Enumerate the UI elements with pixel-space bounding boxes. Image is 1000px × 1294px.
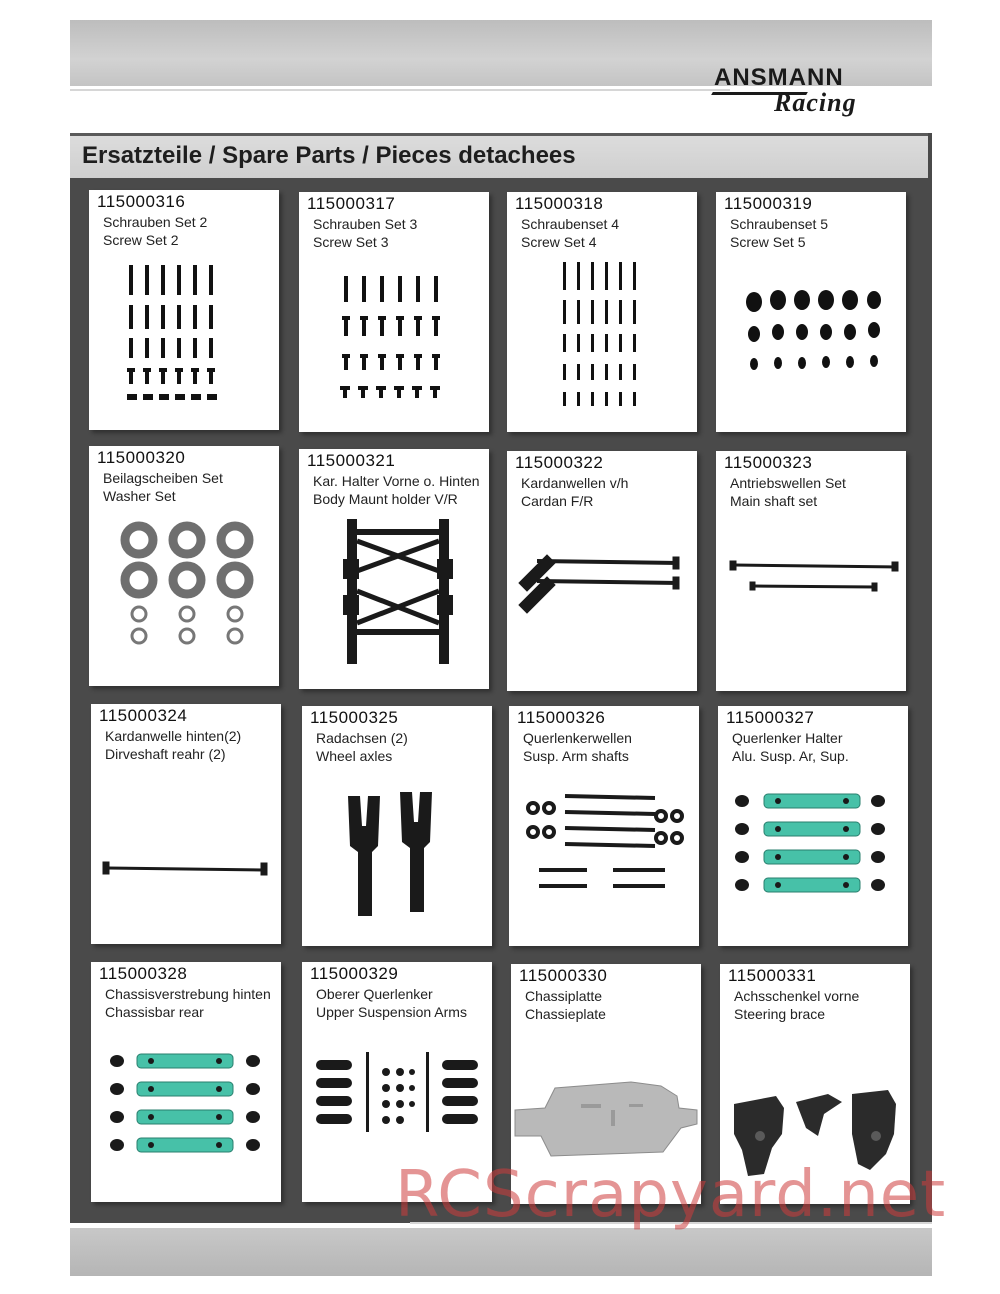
part-name-en: Susp. Arm shafts (523, 748, 629, 764)
main-shaft-icon (716, 511, 906, 686)
part-name-de: Chassisverstrebung hinten (105, 986, 271, 1002)
screws-icon (89, 250, 279, 425)
part-name-en: Chassieplate (525, 1006, 606, 1022)
part-number: 115000327 (726, 708, 815, 727)
part-name-de: Radachsen (2) (316, 730, 408, 746)
part-card (718, 706, 908, 946)
screws-icon (507, 252, 697, 427)
part-number: 115000329 (310, 964, 399, 983)
part-name-de: Chassiplatte (525, 988, 603, 1004)
part-name-en: Cardan F/R (521, 493, 594, 509)
part-number: 115000331 (728, 966, 817, 985)
part-name-de: Querlenkerwellen (523, 730, 632, 746)
part-card (299, 449, 489, 689)
page-title: Ersatzteile / Spare Parts / Pieces detachees (82, 142, 576, 169)
part-number: 115000326 (517, 708, 606, 727)
part-name-de: Schraubenset 4 (521, 216, 620, 232)
part-name-de: Antriebswellen Set (730, 475, 846, 491)
arm-shafts-icon (509, 766, 699, 941)
part-name-en: Screw Set 2 (103, 232, 179, 248)
part-number: 115000324 (99, 706, 188, 725)
washers-icon (89, 506, 279, 681)
part-name-en: Body Maunt holder V/R (313, 491, 458, 507)
part-name-de: Schrauben Set 2 (103, 214, 208, 230)
part-card (716, 192, 906, 432)
section-header (70, 133, 928, 178)
part-number: 115000325 (310, 708, 399, 727)
part-number: 115000330 (519, 966, 608, 985)
bottom-banner (70, 1228, 932, 1276)
part-name-en: Upper Suspension Arms (316, 1004, 467, 1020)
part-number: 115000316 (97, 192, 186, 211)
part-number: 115000328 (99, 964, 188, 983)
part-card (509, 706, 699, 946)
wheel-axle-icon (302, 766, 492, 941)
part-card (716, 451, 906, 691)
part-card (299, 192, 489, 432)
part-name-de: Querlenker Halter (732, 730, 843, 746)
part-card (91, 962, 281, 1202)
part-number: 115000322 (515, 453, 604, 472)
part-card (507, 451, 697, 691)
part-name-en: Screw Set 3 (313, 234, 389, 250)
cardan-shaft-icon (507, 511, 697, 686)
brand-sub: Racing (774, 88, 857, 117)
part-number: 115000318 (515, 194, 604, 213)
part-card (507, 192, 697, 432)
part-number: 115000317 (307, 194, 396, 213)
part-name-en: Main shaft set (730, 493, 818, 509)
body-mount-icon (299, 509, 489, 684)
brand-logo (712, 64, 892, 128)
part-card (302, 706, 492, 946)
part-name-en: Screw Set 4 (521, 234, 597, 250)
part-name-de: Schrauben Set 3 (313, 216, 418, 232)
brand-name: ANSMANN (714, 64, 844, 91)
part-name-en: Washer Set (103, 488, 176, 504)
alu-mount-icon (91, 1022, 281, 1197)
part-number: 115000323 (724, 453, 813, 472)
alu-mount-icon (718, 766, 908, 941)
nuts-icon (716, 252, 906, 427)
part-name-de: Beilagscheiben Set (103, 470, 223, 486)
part-name-en: Screw Set 5 (730, 234, 806, 250)
top-divider (70, 89, 730, 91)
parts-frame (70, 133, 932, 1223)
part-name-en: Wheel axles (316, 748, 393, 764)
part-name-de: Kardanwellen v/h (521, 475, 629, 491)
part-number: 115000321 (307, 451, 396, 470)
part-name-de: Oberer Querlenker (316, 986, 433, 1002)
watermark: RCScrapyard.net (395, 1158, 947, 1232)
part-name-en: Chassisbar rear (105, 1004, 204, 1020)
part-card (91, 704, 281, 944)
part-name-en: Alu. Susp. Ar, Sup. (732, 748, 849, 764)
part-name-de: Achsschenkel vorne (734, 988, 860, 1004)
driveshaft-icon (91, 764, 281, 939)
part-name-de: Kardanwelle hinten(2) (105, 728, 242, 744)
part-name-en: Dirveshaft reahr (2) (105, 746, 226, 762)
part-card (89, 190, 279, 430)
screws-icon (299, 252, 489, 427)
part-card (89, 446, 279, 686)
part-name-de: Kar. Halter Vorne o. Hinten (313, 473, 480, 489)
part-number: 115000320 (97, 448, 186, 467)
part-name-en: Steering brace (734, 1006, 826, 1022)
part-name-de: Schraubenset 5 (730, 216, 829, 232)
part-number: 115000319 (724, 194, 813, 213)
